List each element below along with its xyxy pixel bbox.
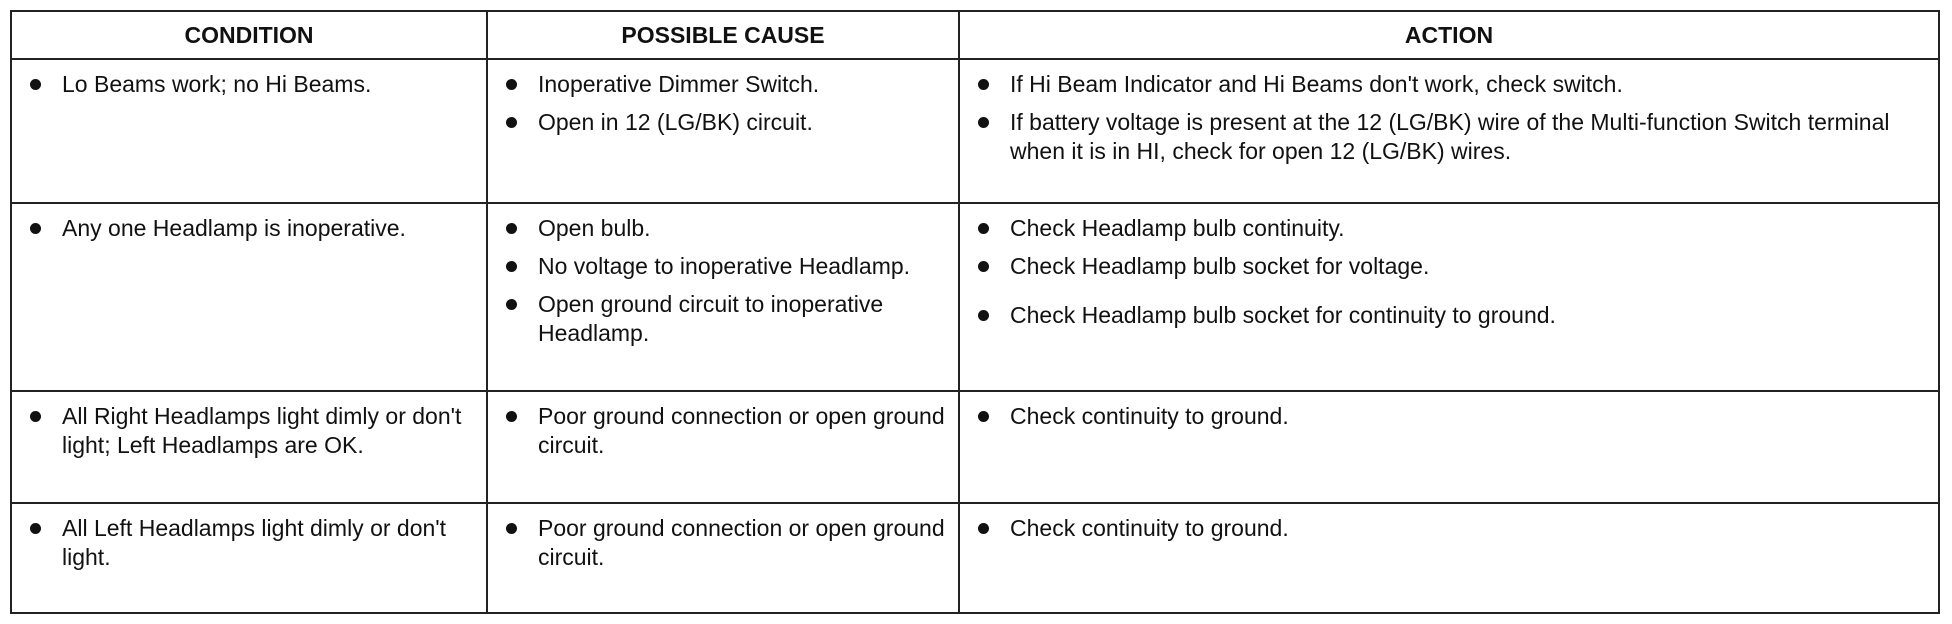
list-item	[974, 514, 1928, 543]
bullet-icon	[506, 117, 517, 128]
diagnosis-table	[10, 10, 1940, 614]
bullet-icon	[978, 411, 989, 422]
condition-cell	[11, 59, 487, 203]
list-item	[974, 214, 1928, 243]
list-item	[502, 290, 948, 348]
bullet-icon	[978, 523, 989, 534]
list-item	[502, 514, 948, 572]
table-row	[11, 59, 1939, 203]
header-row	[11, 11, 1939, 59]
list-item	[974, 402, 1928, 431]
cause-text: Inoperative Dimmer Switch.	[538, 71, 820, 97]
cause-text: Poor ground connection or open ground circuit.	[538, 403, 945, 458]
table-row	[11, 203, 1939, 391]
header-condition: CONDITION	[11, 11, 487, 59]
bullet-icon	[506, 261, 517, 272]
list-item	[974, 252, 1928, 281]
bullet-icon	[506, 79, 517, 90]
header-possible-cause: POSSIBLE CAUSE	[487, 11, 959, 59]
bullet-icon	[978, 310, 989, 321]
action-cell	[959, 203, 1939, 391]
bullet-icon	[978, 117, 989, 128]
action-text: If battery voltage is present at the 12 (LG/BK) wire of the Multi-function Switch terminal when it is in HI, check for open 12 (LG/BK) wires.	[1010, 109, 1890, 164]
table-row	[11, 391, 1939, 503]
cause-text: Open bulb.	[538, 215, 651, 241]
action-cell	[959, 391, 1939, 503]
cause-text: Open ground circuit to inoperative Headlamp.	[538, 291, 884, 346]
action-text: Check continuity to ground.	[1010, 403, 1289, 429]
list-item	[502, 402, 948, 460]
list-item	[974, 301, 1928, 330]
action-cell	[959, 59, 1939, 203]
list-item	[974, 70, 1928, 99]
bullet-icon	[978, 223, 989, 234]
bullet-icon	[506, 299, 517, 310]
cause-cell	[487, 391, 959, 503]
list-item	[974, 108, 1928, 166]
cause-text: Open in 12 (LG/BK) circuit.	[538, 109, 813, 135]
list-item	[502, 252, 948, 281]
cause-text: Poor ground connection or open ground circuit.	[538, 515, 945, 570]
bullet-icon	[30, 223, 41, 234]
cause-text: No voltage to inoperative Headlamp.	[538, 253, 911, 279]
table-row	[11, 503, 1939, 613]
bullet-icon	[506, 523, 517, 534]
condition-text: All Right Headlamps light dimly or don't light; Left Headlamps are OK.	[62, 403, 462, 458]
bullet-icon	[30, 411, 41, 422]
list-item	[502, 108, 948, 137]
list-item	[26, 214, 476, 243]
bullet-icon	[30, 523, 41, 534]
condition-text: Any one Headlamp is inoperative.	[62, 215, 406, 241]
list-item	[26, 70, 476, 99]
list-item	[26, 514, 476, 572]
action-text: Check Headlamp bulb continuity.	[1010, 215, 1345, 241]
action-cell	[959, 503, 1939, 613]
action-text: Check Headlamp bulb socket for continuity to ground.	[1010, 302, 1556, 328]
bullet-icon	[506, 411, 517, 422]
bullet-icon	[978, 261, 989, 272]
condition-cell	[11, 391, 487, 503]
condition-cell	[11, 503, 487, 613]
bullet-icon	[506, 223, 517, 234]
cause-cell	[487, 503, 959, 613]
list-item	[26, 402, 476, 460]
bullet-icon	[30, 79, 41, 90]
bullet-icon	[978, 79, 989, 90]
cause-cell	[487, 59, 959, 203]
header-action: ACTION	[959, 11, 1939, 59]
list-item	[502, 214, 948, 243]
condition-cell	[11, 203, 487, 391]
action-text: Check Headlamp bulb socket for voltage.	[1010, 253, 1430, 279]
condition-text: Lo Beams work; no Hi Beams.	[62, 71, 372, 97]
cause-cell	[487, 203, 959, 391]
condition-text: All Left Headlamps light dimly or don't light.	[62, 515, 447, 570]
action-text: Check continuity to ground.	[1010, 515, 1289, 541]
list-item	[502, 70, 948, 99]
action-text: If Hi Beam Indicator and Hi Beams don't work, check switch.	[1010, 71, 1623, 97]
